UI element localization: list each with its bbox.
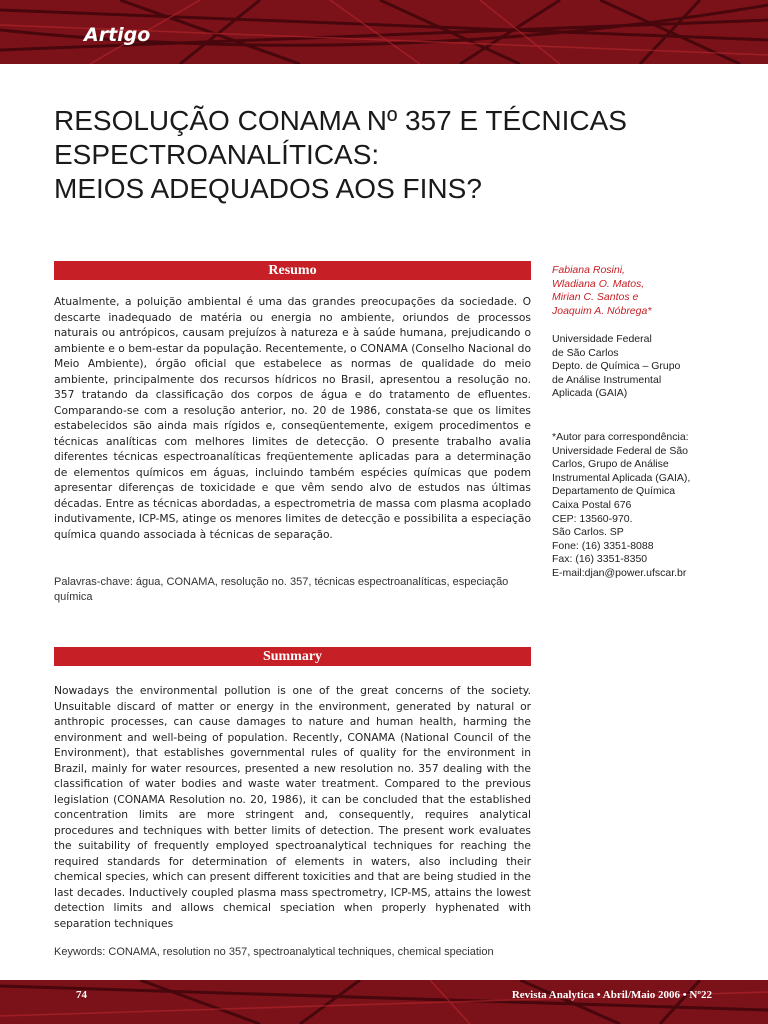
affiliation-line: Depto. de Química – Grupo — [552, 360, 681, 373]
resumo-heading: Resumo — [54, 261, 531, 280]
correspondence-line: CEP: 13560-970. — [552, 512, 633, 525]
summary-heading: Summary — [54, 647, 531, 666]
affiliation-line: Aplicada (GAIA) — [552, 387, 628, 400]
author-name: Joaquim A. Nóbrega* — [552, 304, 652, 317]
journal-citation: Revista Analytica • Abril/Maio 2006 • Nº22 — [511, 989, 712, 1001]
article-title — [54, 104, 734, 206]
email-address: E-mail:djan@power.ufscar.br — [552, 566, 687, 579]
correspondence-line: Fax: (16) 3351-8350 — [552, 553, 648, 566]
title-line-3: MEIOS ADEQUADOS AOS FINS? — [54, 173, 482, 204]
resumo-text: Atualmente, a poluição ambiental é uma das grandes preocupações da sociedade. O descarte inadequado de matéria ou energia no ambiente, oriundos de processos naturais ou antrópicos, causam prejuízos à natureza e à saúde humana, prejudicando o ambiente e o bem-estar da população. Recentemente, o CONAMA (Conselho Nacional do Meio Ambiente), órgão oficial que estabelece as normas de qualidade do meio ambiente, principalmente dos recursos hídricos no Brasil, apresentou a resolução no. 357 tratando da classificação dos corpos de água e do tratamento de efluentes. Comparando-se com a resolução anterior, no. 20 de 1986, constata-se que os limites estabelecidos são ainda mais rígidos e, conseqüentemente, exigem procedimentos e técnicas analíticas com melhores limites de detecção. O presente trabalho avalia diferentes técnicas espectroanalíticas freqüentemente aplicadas para a determinação de elementos químicos em águas, incluindo também espécies químicas que podem apresentar diferenças de toxicidade e que vêm sendo alvo de estudos nas últimas décadas. Entre as técnicas abordadas, a espectrometria de massa com plasma acoplado indutivamente, ICP-MS, atinge os menores limites de detecção e possibilita a especiação química quando associada à técnicas de separação. — [54, 295, 531, 541]
resumo-keywords: Palavras-chave: água, CONAMA, resolução no. 357, técnicas espectroanalíticas, especiação química — [54, 576, 509, 603]
correspondence-line: Departamento de Química — [552, 485, 676, 498]
correspondence-line: Universidade Federal de São — [552, 444, 688, 457]
header-banner — [0, 0, 768, 64]
footer-texture — [0, 980, 768, 1024]
affiliation-line: Universidade Federal — [552, 333, 652, 345]
affiliation — [552, 333, 752, 401]
section-label: Artigo — [84, 24, 151, 46]
page-number: 74 — [76, 989, 87, 1001]
title-line-2: ESPECTROANALÍTICAS: — [54, 139, 380, 170]
author-name: Fabiana Rosini, — [552, 264, 625, 276]
author-list — [552, 264, 752, 318]
summary-keywords: Keywords: CONAMA, resolution no 357, spectroanalytical techniques, chemical speciation — [54, 946, 494, 958]
correspondence-line: São Carlos. SP — [552, 526, 624, 539]
correspondence-line: *Autor para correspondência: — [552, 431, 689, 443]
affiliation-line: de Análise Instrumental — [552, 373, 662, 386]
summary-text: Nowadays the environmental pollution is one of the great concerns of the society. Unsuitable discard of matter or energy in the environment, generated by natural or anthropic processes, can cause damages to nature and human health, harming the environment and well-being of population. Recently, CONAMA (National Council of the Environment), that establishes governmental rules of quality for the environment in Brazil, mainly for water resources, presented a new resolution no. 357 dealing with the classification of water bodies and waste water treatment. Compared to the previous legislation (CONAMA Resolution no. 20, 1986), it can be concluded that the established concentration limits are more stringent and, consequently, requires analytical procedures and techniques with better limits of detection. The present work evaluates the suitability of frequently employed spectroanalytical techniques for reaching the required standards for determination of elements in waters, also including their chemical species, which can present different toxicities and that are being studied in the last decades. Inductively coupled plasma mass spectrometry, ICP-MS, attains the lowest detection limits and allows chemical speciation when properly hyphenated with separation techniques — [54, 684, 531, 930]
author-name: Wladiana O. Matos, — [552, 277, 645, 290]
correspondence-line: Instrumental Aplicada (GAIA), — [552, 471, 691, 484]
author-name: Mirian C. Santos e — [552, 291, 639, 304]
correspondence-info — [552, 431, 752, 581]
title-line-1: RESOLUÇÃO CONAMA Nº 357 E TÉCNICAS — [54, 105, 627, 136]
footer-banner — [0, 980, 768, 1024]
correspondence-line: Fone: (16) 3351-8088 — [552, 539, 654, 552]
correspondence-line: Carlos, Grupo de Análise — [552, 458, 669, 471]
affiliation-line: de São Carlos — [552, 346, 619, 359]
correspondence-line: Caixa Postal 676 — [552, 498, 632, 511]
